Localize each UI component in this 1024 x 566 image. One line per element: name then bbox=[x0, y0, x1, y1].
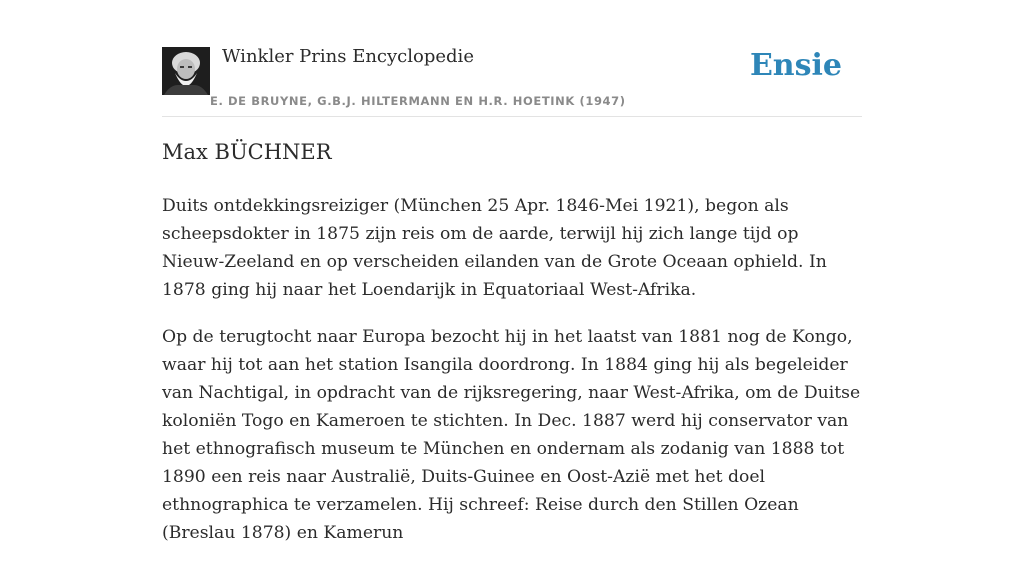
article-body bbox=[162, 192, 862, 566]
article-paragraph: Op de terugtocht naar Europa bezocht hij in het laatst van 1881 nog de Kongo, waar hij tot aan het station Isangila doordrong. In 1884 ging hij als begeleider van Nachtigal, in opdracht van de rijksregering, naar West-Afrika, om de Duitse koloniën Togo en Kameroen te stichten. In Dec. 1887 werd hij conservator van het ethnografisch museum te München en ondernam als zodanig van 1888 tot 1890 een reis naar Australië, Duits-Guinee en Oost-Azië met het doel ethnographica te verzamelen. Hij schreef: Reise durch den Stillen Ozean (Breslau 1878) en Kamerun bbox=[162, 327, 861, 543]
site-subtitle: E. DE BRUYNE, G.B.J. HILTERMANN EN H.R. HOETINK (1947) bbox=[210, 94, 626, 108]
article-title: Max BÜCHNER bbox=[162, 140, 332, 164]
site-title: Winkler Prins Encyclopedie bbox=[222, 46, 474, 67]
author-portrait-icon bbox=[162, 47, 210, 95]
article-paragraph: Duits ontdekkingsreiziger (München 25 Apr. 1846-Mei 1921), begon als scheepsdokter in 1875 zijn reis om de aarde, terwijl hij zich lange tijd op Nieuw-Zeeland en op verscheiden eilanden van de Grote Oceaan ophield. In 1878 ging hij naar het Loendarijk in Equatoriaal West-Afrika. bbox=[162, 196, 827, 300]
brand-logo-link[interactable]: Ensie bbox=[749, 48, 842, 83]
site-header bbox=[162, 40, 862, 117]
